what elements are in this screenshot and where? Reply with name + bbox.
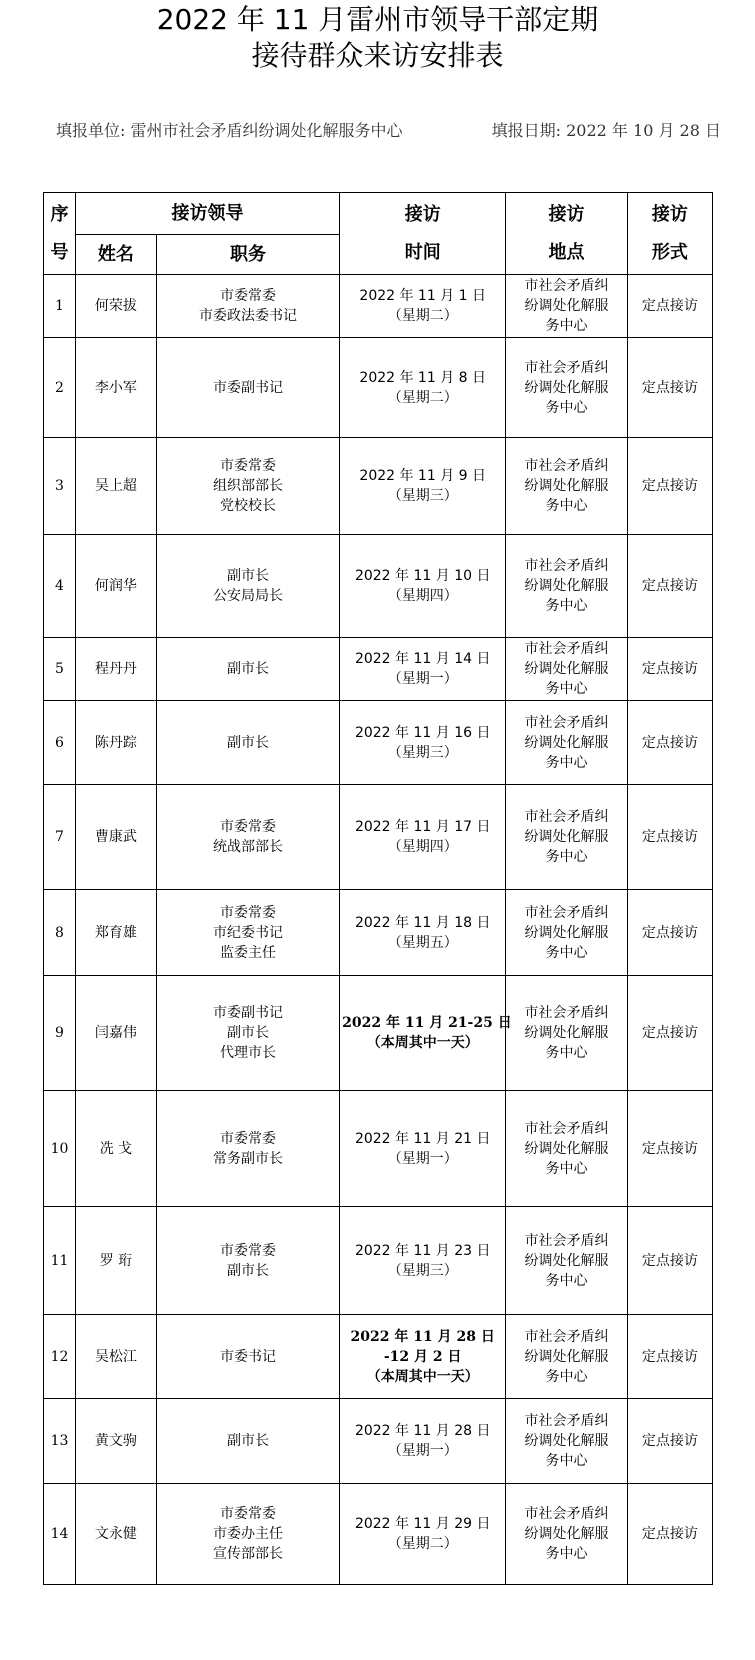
document-title-line2: 接待群众来访安排表 xyxy=(251,39,504,72)
row-post xyxy=(156,638,339,701)
row-post-line: 市委常委 xyxy=(220,1242,277,1259)
row-place-line: 市社会矛盾纠 xyxy=(524,809,609,825)
row-place-line: 纷调处化解服 xyxy=(524,1025,609,1041)
table-row xyxy=(44,1484,713,1585)
row-time xyxy=(340,785,506,890)
row-place-line: 纷调处化解服 xyxy=(524,661,609,677)
row-form: 定点接访 xyxy=(627,890,712,976)
header-name: 姓名 xyxy=(75,235,156,275)
row-place-line: 务中心 xyxy=(545,681,588,697)
row-place-line: 务中心 xyxy=(545,1272,588,1289)
row-place-line: 务中心 xyxy=(545,754,588,771)
row-time xyxy=(340,338,506,438)
row-time-line: （星期三） xyxy=(387,488,458,504)
table-row xyxy=(44,638,713,701)
row-post-line: 监委主任 xyxy=(220,944,277,961)
row-form: 定点接访 xyxy=(627,438,712,535)
row-seq: 9 xyxy=(44,976,76,1091)
row-post xyxy=(156,535,339,638)
row-place-line: 务中心 xyxy=(545,944,588,961)
row-seq: 3 xyxy=(44,438,76,535)
row-place-line: 务中心 xyxy=(545,318,588,334)
row-place xyxy=(506,338,627,438)
row-place-line: 纷调处化解服 xyxy=(524,1252,609,1269)
row-place xyxy=(506,890,627,976)
row-post-line: 副市长 xyxy=(227,734,270,751)
row-time-line: 2022 年 11 月 17 日 xyxy=(354,819,491,835)
row-post-line: 副市长 xyxy=(227,568,270,584)
header-post: 职务 xyxy=(156,235,339,275)
table-row xyxy=(44,338,713,438)
row-place xyxy=(506,785,627,890)
row-time-line: 2022 年 11 月 21 日 xyxy=(354,1130,491,1147)
row-seq: 6 xyxy=(44,701,76,785)
row-time-line: （星期一） xyxy=(387,1150,458,1167)
table-row xyxy=(44,1315,713,1399)
row-place-line: 务中心 xyxy=(545,1546,588,1562)
row-place-line: 市社会矛盾纠 xyxy=(524,1005,609,1021)
row-name: 郑育雄 xyxy=(75,890,156,976)
row-place-line: 纷调处化解服 xyxy=(524,578,609,594)
header-leader: 接访领导 xyxy=(75,193,339,235)
table-row xyxy=(44,976,713,1091)
row-place-line: 务中心 xyxy=(545,1160,588,1177)
row-place-line: 市社会矛盾纠 xyxy=(524,714,609,731)
row-name: 何荣拔 xyxy=(75,275,156,338)
row-form: 定点接访 xyxy=(627,338,712,438)
row-name: 闫嘉伟 xyxy=(75,976,156,1091)
row-form: 定点接访 xyxy=(627,275,712,338)
table-row xyxy=(44,1399,713,1484)
row-form: 定点接访 xyxy=(627,1399,712,1484)
row-post xyxy=(156,785,339,890)
row-place xyxy=(506,976,627,1091)
row-post-line: 党校校长 xyxy=(220,498,277,514)
document-title-line1: 2022 年 11 月雷州市领导干部定期 xyxy=(156,3,599,36)
row-time-line: （星期四） xyxy=(387,588,458,604)
row-post-line: 副市长 xyxy=(227,1433,270,1449)
row-time-line: （星期四） xyxy=(387,839,458,855)
row-time xyxy=(340,438,506,535)
row-time-line: 2022 年 11 月 29 日 xyxy=(354,1516,491,1532)
row-post-line: 宣传部部长 xyxy=(213,1546,284,1562)
row-time-line: （星期三） xyxy=(387,744,458,761)
row-time xyxy=(340,1399,506,1484)
row-seq: 5 xyxy=(44,638,76,701)
row-place-line: 纷调处化解服 xyxy=(524,924,609,941)
row-post-line: 公安局局长 xyxy=(213,588,284,604)
row-name: 罗 珩 xyxy=(75,1207,156,1315)
row-time-line: 2022 年 11 月 21-25 日 xyxy=(342,1015,512,1031)
row-form: 定点接访 xyxy=(627,535,712,638)
row-place-line: 务中心 xyxy=(545,1453,588,1469)
row-place xyxy=(506,1091,627,1207)
row-name: 黄文驹 xyxy=(75,1399,156,1484)
reporting-unit: 填报单位: 雷州市社会矛盾纠纷调处化解服务中心 xyxy=(56,121,403,140)
row-post xyxy=(156,1484,339,1585)
row-post-line: 市委副书记 xyxy=(213,1005,284,1021)
row-time-line: 2022 年 11 月 8 日 xyxy=(359,369,487,386)
row-place xyxy=(506,1315,627,1399)
row-form: 定点接访 xyxy=(627,638,712,701)
row-place-line: 务中心 xyxy=(545,1045,588,1061)
row-place-line: 市社会矛盾纠 xyxy=(524,641,609,657)
row-post xyxy=(156,976,339,1091)
header-form: 接访 形式 xyxy=(627,193,712,275)
row-post-line: 统战部部长 xyxy=(213,839,284,855)
row-place-line: 纷调处化解服 xyxy=(524,734,609,751)
row-post-line: 市委常委 xyxy=(220,904,277,921)
row-place-line: 纷调处化解服 xyxy=(524,1433,609,1449)
header-seq: 序 号 xyxy=(44,193,76,275)
row-place-line: 务中心 xyxy=(545,849,588,865)
row-place xyxy=(506,535,627,638)
row-name: 何润华 xyxy=(75,535,156,638)
table-row xyxy=(44,1207,713,1315)
row-name: 李小军 xyxy=(75,338,156,438)
row-place-line: 纷调处化解服 xyxy=(524,1348,609,1365)
row-form: 定点接访 xyxy=(627,1207,712,1315)
row-name: 曹康武 xyxy=(75,785,156,890)
row-time-line: （星期五） xyxy=(387,934,458,951)
table-row xyxy=(44,275,713,338)
row-time-line: 2022 年 11 月 16 日 xyxy=(354,724,491,741)
row-time xyxy=(340,1315,506,1399)
row-form: 定点接访 xyxy=(627,976,712,1091)
row-time-line: 2022 年 11 月 9 日 xyxy=(359,468,487,484)
row-time xyxy=(340,1091,506,1207)
row-name: 吴松江 xyxy=(75,1315,156,1399)
row-form: 定点接访 xyxy=(627,1315,712,1399)
row-time xyxy=(340,638,506,701)
reception-schedule-table xyxy=(43,192,713,1585)
row-post xyxy=(156,338,339,438)
row-name: 程丹丹 xyxy=(75,638,156,701)
row-time xyxy=(340,976,512,1091)
table-row xyxy=(44,438,713,535)
row-post-line: 市委常委 xyxy=(220,1130,277,1147)
row-place-line: 务中心 xyxy=(545,498,588,514)
row-post-line: 副市长 xyxy=(227,1025,270,1041)
row-form: 定点接访 xyxy=(627,1091,712,1207)
row-place xyxy=(506,438,627,535)
row-place-line: 市社会矛盾纠 xyxy=(524,278,609,294)
row-post xyxy=(156,1207,339,1315)
row-post-line: 市委书记 xyxy=(220,1348,277,1365)
row-place-line: 务中心 xyxy=(545,1368,588,1385)
row-place-line: 市社会矛盾纠 xyxy=(524,458,609,474)
row-post xyxy=(156,1091,339,1207)
row-name: 文永健 xyxy=(75,1484,156,1585)
row-name: 冼 戈 xyxy=(75,1091,156,1207)
row-seq: 12 xyxy=(44,1315,76,1399)
row-place-line: 市社会矛盾纠 xyxy=(524,1120,609,1137)
row-seq: 13 xyxy=(44,1399,76,1484)
row-place-line: 市社会矛盾纠 xyxy=(524,1232,609,1249)
row-post-line: 常务副市长 xyxy=(213,1150,284,1167)
row-post-line: 组织部部长 xyxy=(213,478,284,494)
row-post xyxy=(156,275,339,338)
row-time-line: 2022 年 11 月 28 日 xyxy=(354,1423,491,1439)
table-body xyxy=(44,275,713,1585)
row-place-line: 纷调处化解服 xyxy=(524,298,609,314)
row-place-line: 纷调处化解服 xyxy=(524,379,609,396)
row-post-line: 市委常委 xyxy=(220,819,277,835)
row-time-line: 2022 年 11 月 18 日 xyxy=(354,914,491,931)
row-time-line: （星期一） xyxy=(387,671,458,687)
row-place xyxy=(506,638,627,701)
row-form: 定点接访 xyxy=(627,1484,712,1585)
row-post xyxy=(156,1315,339,1399)
row-time-line: （本周其中一天） xyxy=(366,1035,479,1051)
table-row xyxy=(44,785,713,890)
row-post xyxy=(156,890,339,976)
row-time-line: 2022 年 11 月 28 日 xyxy=(350,1328,495,1345)
row-time-line: 2022 年 11 月 1 日 xyxy=(359,288,487,304)
row-place-line: 市社会矛盾纠 xyxy=(524,904,609,921)
row-time xyxy=(340,275,506,338)
row-place-line: 市社会矛盾纠 xyxy=(524,1413,609,1429)
table-row xyxy=(44,1091,713,1207)
row-time-line: （星期二） xyxy=(387,389,458,406)
row-post xyxy=(156,438,339,535)
row-post xyxy=(156,701,339,785)
row-time-line: （本周其中一天） xyxy=(366,1368,479,1385)
table-row xyxy=(44,701,713,785)
row-seq: 7 xyxy=(44,785,76,890)
row-time-line: -12 月 2 日 xyxy=(383,1348,462,1365)
row-place xyxy=(506,1207,627,1315)
row-time xyxy=(340,1207,506,1315)
row-place-line: 纷调处化解服 xyxy=(524,478,609,494)
row-name: 陈丹踪 xyxy=(75,701,156,785)
row-form: 定点接访 xyxy=(627,785,712,890)
table-row xyxy=(44,890,713,976)
row-seq: 10 xyxy=(44,1091,76,1207)
row-form: 定点接访 xyxy=(627,701,712,785)
row-place-line: 纷调处化解服 xyxy=(524,829,609,845)
reporting-date: 填报日期: 2022 年 10 月 28 日 xyxy=(491,121,721,140)
row-seq: 14 xyxy=(44,1484,76,1585)
row-time-line: （星期一） xyxy=(387,1443,458,1459)
table-row xyxy=(44,535,713,638)
row-place xyxy=(506,701,627,785)
row-seq: 11 xyxy=(44,1207,76,1315)
row-time-line: 2022 年 11 月 23 日 xyxy=(354,1242,491,1259)
row-place-line: 市社会矛盾纠 xyxy=(524,1506,609,1522)
row-seq: 2 xyxy=(44,338,76,438)
row-place-line: 纷调处化解服 xyxy=(524,1526,609,1542)
row-post-line: 市委常委 xyxy=(220,458,277,474)
row-seq: 4 xyxy=(44,535,76,638)
row-place-line: 市社会矛盾纠 xyxy=(524,558,609,574)
row-time-line: （星期三） xyxy=(387,1262,458,1279)
row-time xyxy=(340,701,506,785)
row-time-line: 2022 年 11 月 10 日 xyxy=(354,568,491,584)
row-post-line: 市委政法委书记 xyxy=(199,308,298,324)
row-post-line: 代理市长 xyxy=(220,1045,277,1061)
row-time xyxy=(340,1484,506,1585)
header-time: 接访 时间 xyxy=(340,193,506,275)
row-place xyxy=(506,1484,627,1585)
row-time xyxy=(340,890,506,976)
row-place-line: 市社会矛盾纠 xyxy=(524,359,609,376)
row-place-line: 市社会矛盾纠 xyxy=(524,1328,609,1345)
row-place-line: 纷调处化解服 xyxy=(524,1140,609,1157)
row-post-line: 市纪委书记 xyxy=(213,924,284,941)
row-post xyxy=(156,1399,339,1484)
row-place xyxy=(506,275,627,338)
row-seq: 1 xyxy=(44,275,76,338)
row-seq: 8 xyxy=(44,890,76,976)
row-post-line: 市委副书记 xyxy=(213,379,284,396)
row-post-line: 副市长 xyxy=(227,661,270,677)
row-post-line: 市委常委 xyxy=(220,288,277,304)
header-place: 接访 地点 xyxy=(506,193,627,275)
row-name: 吴上超 xyxy=(75,438,156,535)
row-place-line: 务中心 xyxy=(545,598,588,614)
row-time xyxy=(340,535,506,638)
row-post-line: 市委办主任 xyxy=(213,1526,284,1542)
row-time-line: 2022 年 11 月 14 日 xyxy=(354,651,491,667)
row-post-line: 副市长 xyxy=(227,1262,270,1279)
row-time-line: （星期二） xyxy=(387,1536,458,1552)
row-time-line: （星期二） xyxy=(387,308,458,324)
row-place-line: 务中心 xyxy=(545,399,588,416)
row-place xyxy=(506,1399,627,1484)
row-post-line: 市委常委 xyxy=(220,1506,277,1522)
